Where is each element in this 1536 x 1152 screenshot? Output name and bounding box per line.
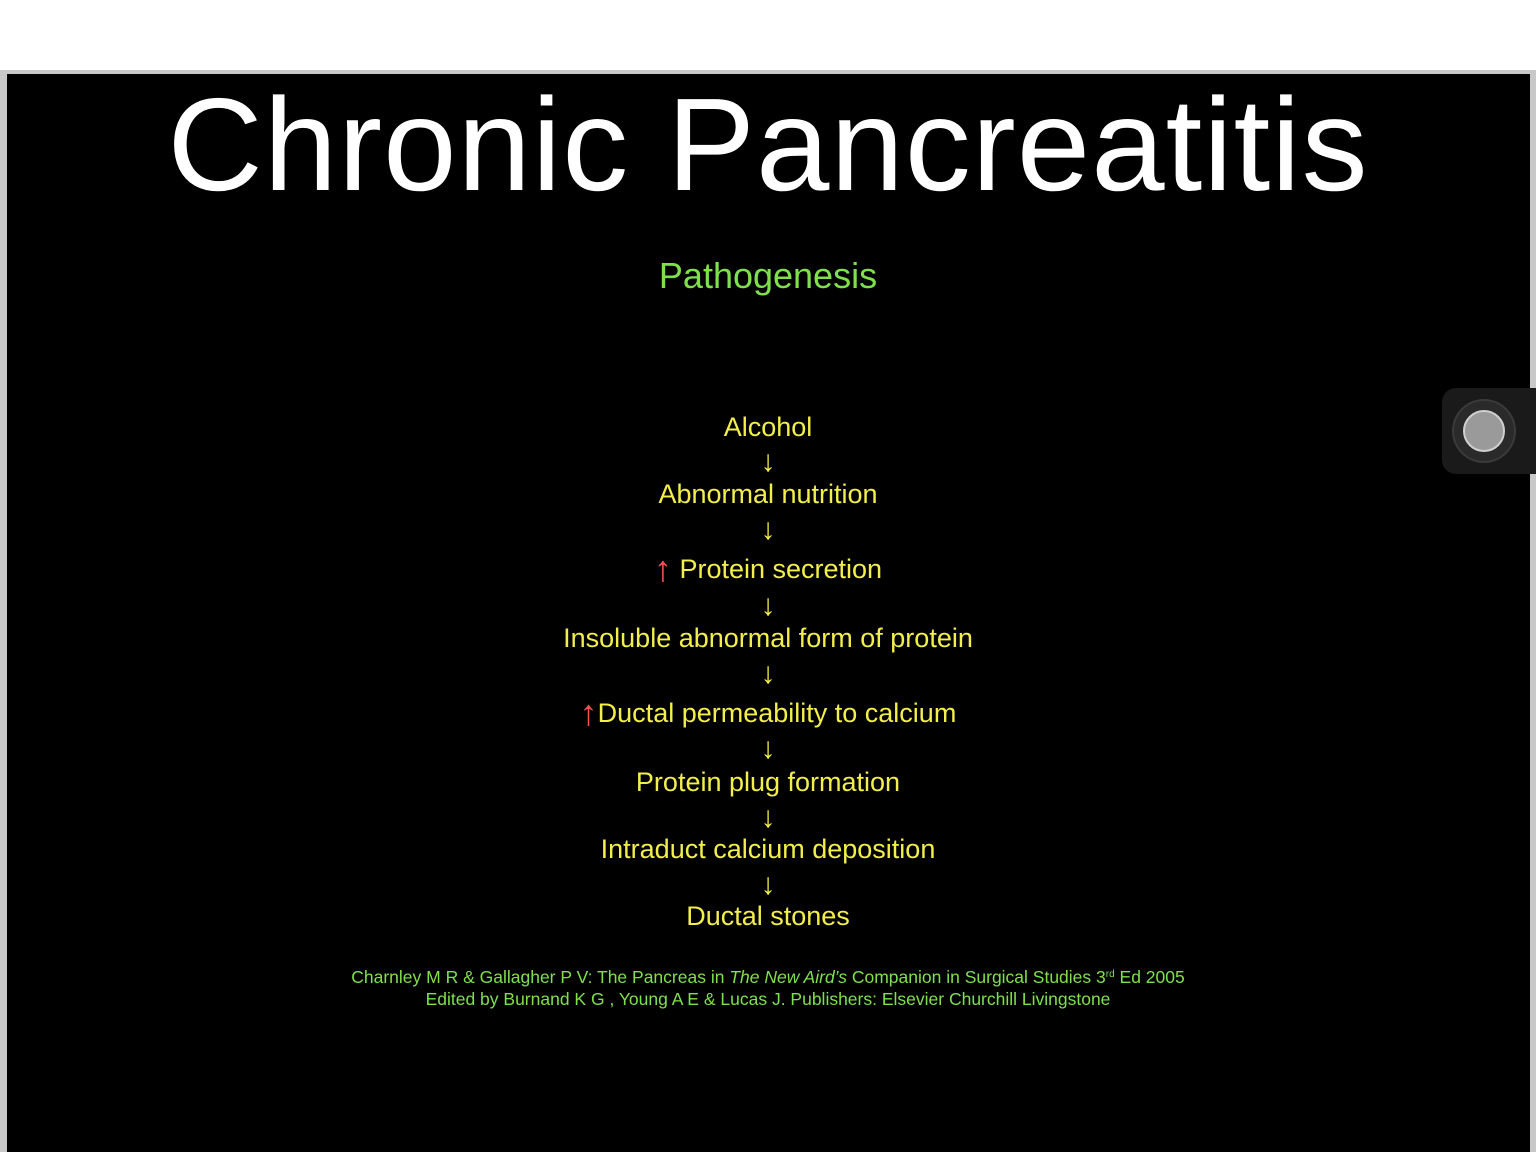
- down-arrow-icon: ↓: [760, 513, 776, 546]
- citation-line-1: Charnley M R & Gallagher P V: The Pancreas in The New Aird’s Companion in Surgical Studies 3rd Ed 2005: [351, 967, 1185, 987]
- increase-arrow-icon: ↑: [579, 692, 598, 733]
- down-arrow-icon: ↓: [760, 732, 776, 765]
- floating-nav-button[interactable]: [1454, 401, 1514, 461]
- flow-step-alcohol: Alcohol: [723, 412, 813, 442]
- flow-step-abnormal-nutrition: Abnormal nutrition: [658, 479, 878, 509]
- citation-line-2: Edited by Burnand K G , Young A E & Lucas J. Publishers: Elsevier Churchill Livingstone: [425, 989, 1111, 1009]
- increase-arrow-icon: ↑: [653, 548, 672, 589]
- down-arrow-icon: ↓: [760, 589, 776, 622]
- flow-step-ductal-stones: Ductal stones: [686, 901, 850, 931]
- down-arrow-icon: ↓: [760, 801, 776, 834]
- circle-icon: [1463, 410, 1505, 452]
- flow-step-protein-secretion: ↑ Protein secretion: [653, 548, 883, 589]
- down-arrow-icon: ↓: [760, 657, 776, 690]
- flow-step-calcium-deposition: Intraduct calcium deposition: [600, 834, 936, 864]
- down-arrow-icon: ↓: [760, 868, 776, 901]
- citation: [0, 966, 1536, 1010]
- flow-step-protein-plug: Protein plug formation: [635, 767, 901, 797]
- top-toolbar: [0, 0, 1536, 70]
- flow-step-insoluble-protein: Insoluble abnormal form of protein: [563, 623, 973, 653]
- slide-title: Chronic Pancreatitis: [167, 71, 1369, 218]
- flow-step-ductal-permeability: ↑Ductal permeability to calcium: [579, 692, 957, 733]
- slide-subtitle: Pathogenesis: [658, 255, 878, 296]
- down-arrow-icon: ↓: [760, 445, 776, 478]
